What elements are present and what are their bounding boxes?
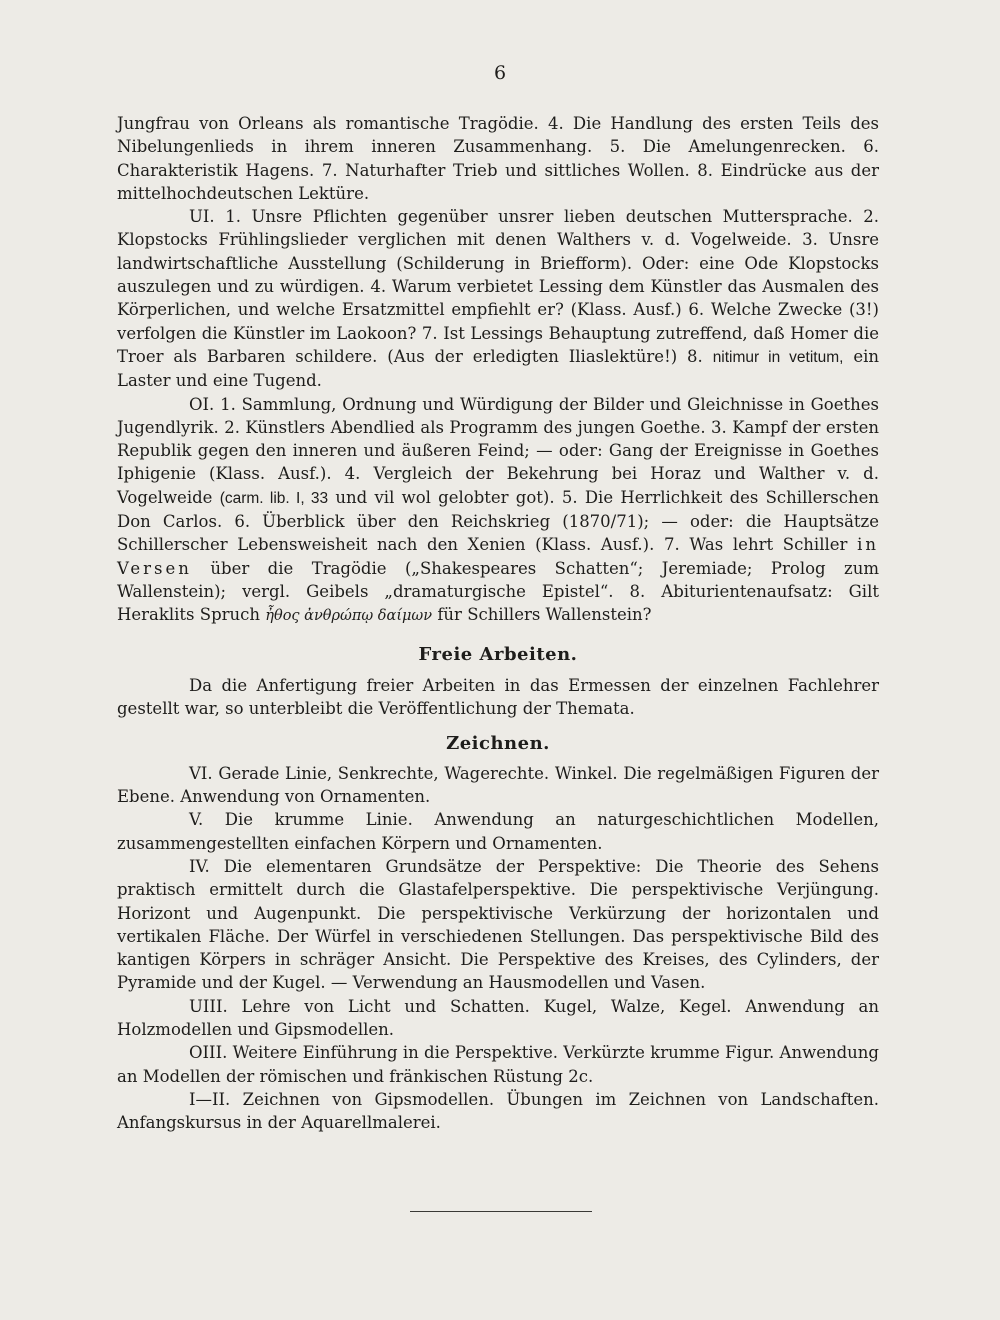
class-oi-text-a: OI. 1. Sammlung, Ordnung und Würdigung der Bilder und Gleichnisse in Goethes Jugendlyrik. 2. Künstlers Abendlied als Programm des jungen Goethe. 3. Kampf der ersten Republik gegen den inneren und äußeren Feind; — oder: Gang der Ereignisse in Goethes Iphigenie (Klass. Ausf.). 4. Vergleich der Bekehrung bei Horaz und Walther v. d. Vogelweide bbox=[117, 394, 879, 507]
class-oi-latin-ref: (carm. lib. I, 33 bbox=[219, 489, 329, 507]
zeichnen-item-i-ii: I—II. Zeichnen von Gipsmodellen. Übungen im Zeichnen von Landschaften. Anfangskursus in der Aquarellmalerei. bbox=[117, 1089, 879, 1133]
zeichnen-item-uiii: UIII. Lehre von Licht und Schatten. Kugel, Walze, Kegel. Anwendung an Holzmodellen und Gipsmodellen. bbox=[117, 996, 879, 1039]
class-oi-greek-quote: ἦθος ἀνθρώπῳ δαίμων bbox=[265, 608, 433, 625]
class-ui-text-a: UI. 1. Unsre Pflichten gegenüber unsrer lieben deutschen Muttersprache. 2. Klopstocks Frühlingslieder verglichen mit denen Walthers v. d. Vogelweide. 3. Unsre landwirtschaftliche Ausstellung (Schilderung in Briefform). Oder: eine Ode Klopstocks auszulegen und zu würdigen. 4. Warum verbietet Lessing dem Künstler das Ausmalen des Körperlichen, und welche Ersatzmittel empfiehlt er? (Klass. Ausf.) 6. Welche Zwecke (3!) verfolgen die Künstler im Laokoon? 7. Ist Lessings Behauptung zutreffend, daß Homer die Troer als Barbaren schildere. (Aus der erledigten Iliaslektüre!) 8. bbox=[117, 207, 879, 366]
section-heading-zeichnen: Zeichnen. bbox=[446, 733, 550, 755]
paragraph-class-oi bbox=[117, 393, 879, 629]
zeichnen-item-vi: VI. Gerade Linie, Senkrechte, Wagerechte. Winkel. Die regelmäßigen Figuren der Ebene. Anwendung von Ornamenten. bbox=[117, 763, 879, 807]
class-ui-text-b: ein Laster und eine Tugend. bbox=[117, 346, 880, 391]
zeichnen-item-iv: IV. Die elementaren Grundsätze der Perspektive: Die Theorie des Sehens praktisch ermittelt durch die Glastafelperspektive. Die perspektivische Verjüngung. Horizont und Augenpunkt. Die perspektivische Verkürzung der horizontalen und vertikalen Fläche. Der Würfel in verschiedenen Stellungen. Das perspektivische Bild des kantigen Körpers in schräger Ansicht. Die Perspektive des Kreises, des Cylinders, der Pyramide und der Kugel. — Verwendung an Hausmodellen und Vasen. bbox=[117, 856, 879, 993]
class-oi-text-c: über die Tragödie („Shakespeares Schatten“; Jeremiade; Prolog zum Wallenstein); vergl. Geibels „dramaturgische Epistel“. 8. Abiturientenaufsatz: Gilt Heraklits Spruch bbox=[117, 558, 879, 625]
section-heading-freie-arbeiten: Freie Arbeiten. bbox=[418, 643, 578, 665]
body-text bbox=[117, 112, 879, 1134]
class-oi-text-b: und vil wol gelobter got). 5. Die Herrlichkeit des Schillerschen Don Carlos. 6. Überblick über den Reichskrieg (1870/71); — oder: die Hauptsätze Schillerscher Lebensweisheit nach den Xenien (Klass. Ausf.). 7. Was lehrt Schiller bbox=[117, 487, 880, 555]
paragraph-freie-arbeiten: Da die Anfertigung freier Arbeiten in das Ermessen der einzelnen Fachlehrer gestellt war, so unterbleibt die Veröffentlichung der Themata. bbox=[117, 675, 879, 719]
zeichnen-item-v: V. Die krumme Linie. Anwendung an naturgeschichtlichen Modellen, zusammengestellten einfachen Körpern und Ornamenten. bbox=[117, 810, 879, 853]
page-number: 6 bbox=[493, 62, 507, 84]
paragraph-class-ui bbox=[117, 205, 879, 392]
class-oi-text-d: für Schillers Wallenstein? bbox=[437, 605, 652, 625]
zeichnen-item-oiii: OIII. Weitere Einführung in die Perspektive. Verkürzte krumme Figur. Anwendung an Modellen der römischen und fränkischen Rüstung 2c. bbox=[117, 1043, 879, 1086]
footer-rule bbox=[410, 1211, 592, 1212]
class-oi-spaced-text: in Versen bbox=[117, 535, 879, 578]
paragraph-continuation: Jungfrau von Orleans als romantische Tragödie. 4. Die Handlung des ersten Teils des Nibelungenlieds in ihrem inneren Zusammenhang. 5. Die Amelungenrecken. 6. Charakteristik Hagens. 7. Naturhafter Trieb und sittliches Wollen. 8. Eindrücke aus der mittelhochdeutschen Lektüre. bbox=[117, 114, 879, 203]
class-ui-latin-quote: nitimur in vetitum, bbox=[712, 348, 844, 366]
